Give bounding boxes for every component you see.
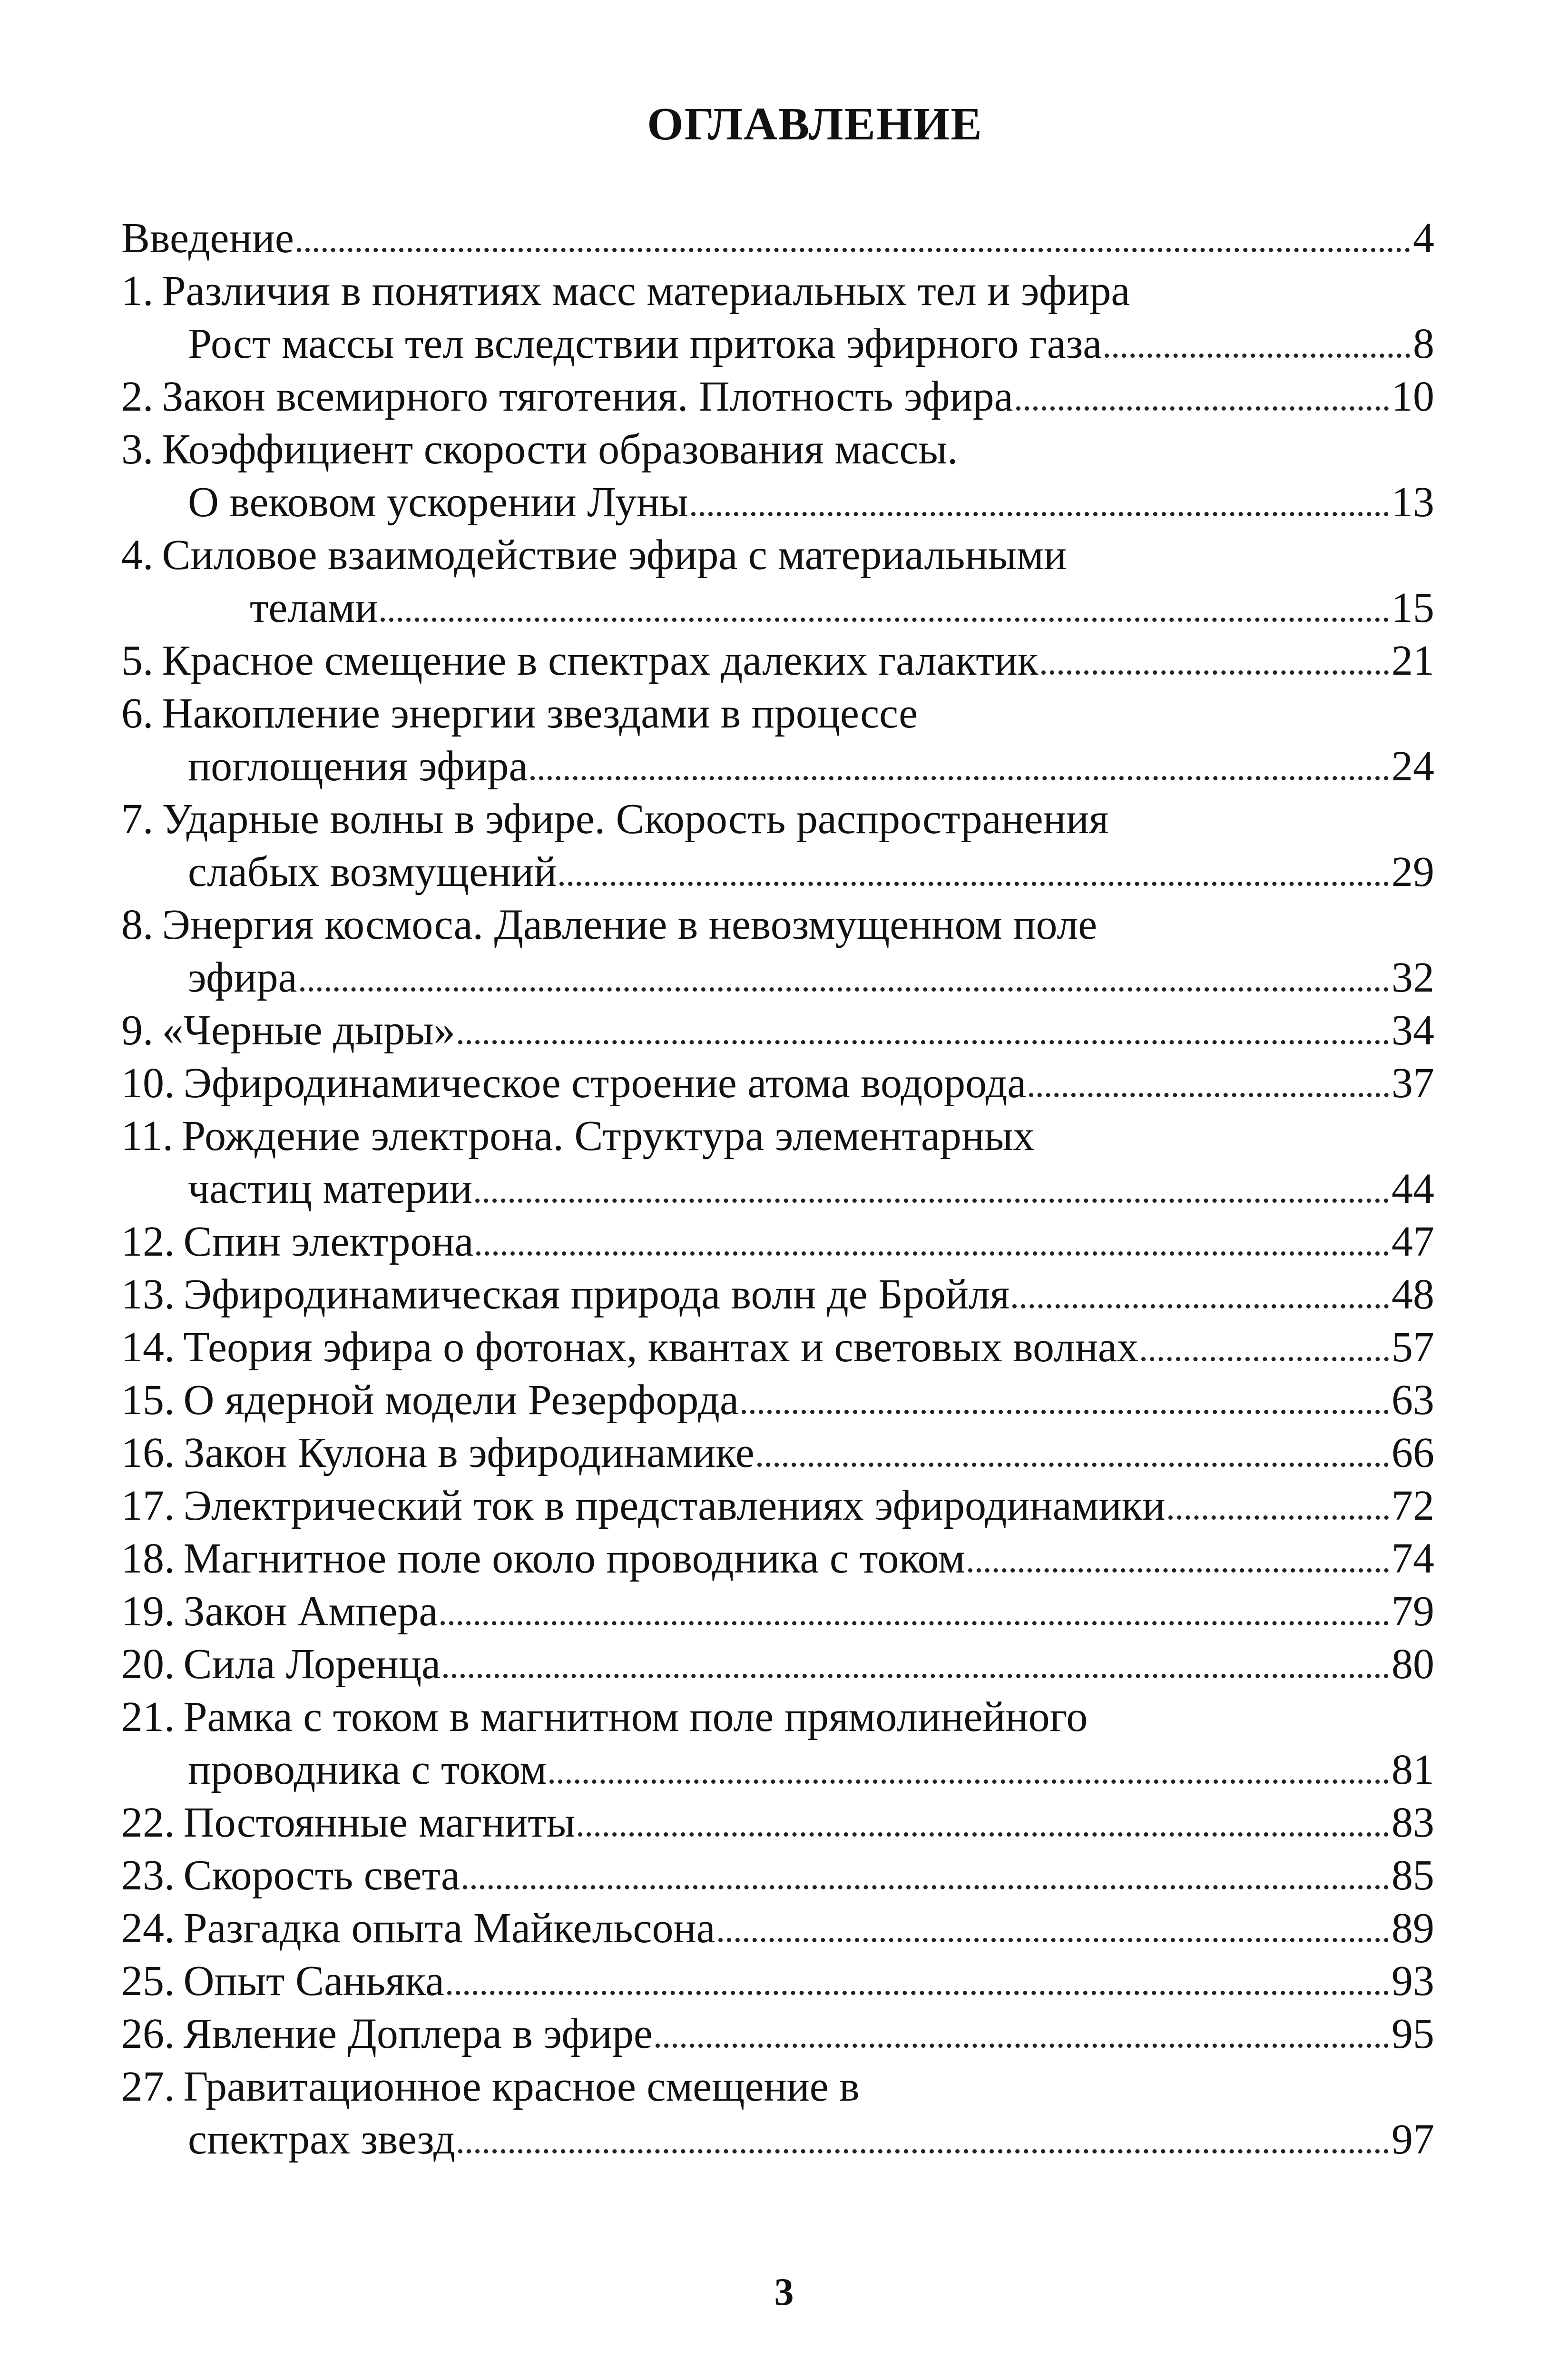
dot-leader	[691, 512, 1389, 516]
toc-entry-title: Скорость света	[183, 1852, 460, 1899]
dot-leader	[549, 1779, 1389, 1784]
toc-entry-continuation	[121, 476, 1434, 529]
toc-entry	[121, 1374, 1434, 1426]
toc-entry-continuation	[121, 951, 1434, 1004]
toc-entry	[121, 423, 1434, 476]
toc-entry-number: 24.	[121, 1905, 175, 1952]
toc-entry-title: Опыт Саньяка	[183, 1957, 444, 2005]
toc-entry-number: 19.	[121, 1588, 175, 1635]
dot-leader	[443, 1674, 1389, 1678]
toc-entry-number: 3.	[121, 426, 154, 473]
dot-leader	[463, 1885, 1389, 1889]
dot-leader	[656, 2044, 1389, 2048]
toc-entry	[121, 1532, 1434, 1585]
toc-entry	[121, 898, 1434, 951]
toc-entry-number: 13.	[121, 1271, 175, 1318]
toc-entry-number: 15.	[121, 1376, 175, 1424]
toc-entry-title: Электрический ток в представлениях эфиродинамики	[183, 1482, 1166, 1529]
toc-entry-page: 85	[1392, 1852, 1434, 1899]
toc-entry-page: 80	[1392, 1641, 1434, 1688]
toc-entry-page: 29	[1392, 848, 1434, 895]
toc-entry-page: 8	[1413, 320, 1434, 367]
dot-leader	[1029, 1093, 1389, 1097]
toc-entry-title: слабых возмущений	[188, 848, 557, 895]
dot-leader	[381, 618, 1389, 622]
toc-entry-title: Закон Ампера	[183, 1588, 438, 1635]
toc-entry-page: 47	[1392, 1218, 1434, 1265]
toc-entry-page: 13	[1392, 479, 1434, 526]
dot-leader	[476, 1251, 1389, 1256]
toc-entry-continuation	[121, 1162, 1434, 1215]
toc-entry	[121, 2060, 1434, 2113]
dot-leader	[1168, 1515, 1389, 1520]
dot-leader	[742, 1410, 1389, 1414]
toc-entry-number: 16.	[121, 1429, 175, 1476]
toc-entry-number: 8.	[121, 901, 154, 948]
toc-entry-title: Рождение электрона. Структура элементарных	[182, 1112, 1035, 1160]
toc-entry	[121, 1004, 1434, 1057]
toc-entry-title: Магнитное поле около проводника с током	[183, 1535, 965, 1582]
toc-entry-continuation	[121, 2113, 1434, 2166]
toc-entry-number: 11.	[121, 1112, 174, 1160]
toc-entry-page: 89	[1392, 1905, 1434, 1952]
toc-entry-title: Сила Лоренца	[183, 1641, 441, 1688]
toc-entry-title: Разгадка опыта Майкельсона	[183, 1905, 715, 1952]
dot-leader	[968, 1568, 1389, 1573]
toc-entry-title: Различия в понятиях масс материальных тел и эфира	[162, 267, 1130, 315]
toc-entry	[121, 1902, 1434, 1955]
dot-leader	[475, 1199, 1389, 1203]
toc-entry	[121, 1849, 1434, 1902]
toc-entry-number: 6.	[121, 690, 154, 737]
toc-entry-title: Красное смещение в спектрах далеких галактик	[162, 637, 1039, 684]
toc-entry	[121, 634, 1434, 687]
dot-leader	[1141, 1357, 1389, 1361]
toc-entry	[121, 687, 1434, 740]
toc-entry-page: 95	[1392, 2010, 1434, 2057]
toc-entry-number: 22.	[121, 1799, 175, 1846]
dot-leader	[441, 1621, 1389, 1625]
toc-entry-page: 66	[1392, 1429, 1434, 1476]
table-of-contents	[121, 212, 1434, 2166]
toc-entry-continuation	[121, 740, 1434, 793]
toc-entry-title: Коэффициент скорости образования массы.	[162, 426, 958, 473]
toc-entry-title: Введение	[121, 215, 294, 262]
toc-entry	[121, 2007, 1434, 2060]
toc-entry-title: Эфиродинамическое строение атома водорода	[183, 1060, 1027, 1107]
toc-entry-page: 10	[1392, 373, 1434, 420]
dot-leader	[757, 1463, 1389, 1467]
toc-entry	[121, 1638, 1434, 1691]
toc-entry-page: 81	[1392, 1746, 1434, 1793]
toc-entry-title: спектрах звезд	[188, 2116, 455, 2163]
toc-entry-title: Закон всемирного тяготения. Плотность эфира	[162, 373, 1013, 420]
toc-entry-number: 10.	[121, 1060, 175, 1107]
dot-leader	[578, 1832, 1389, 1837]
toc-entry-title: Энергия космоса. Давление в невозмущенном поле	[162, 901, 1098, 948]
toc-entry-number: 17.	[121, 1482, 175, 1529]
toc-entry	[121, 1057, 1434, 1110]
toc-entry-continuation	[121, 581, 1434, 634]
toc-entry-title: Явление Доплера в эфире	[183, 2010, 653, 2057]
toc-entry-page: 83	[1392, 1799, 1434, 1846]
toc-entry-page: 93	[1392, 1957, 1434, 2005]
toc-entry-title: Теория эфира о фотонах, квантах и световых волнах	[183, 1324, 1138, 1371]
toc-entry-title: Эфиродинамическая природа волн де Бройля	[183, 1271, 1010, 1318]
dot-leader	[718, 1938, 1389, 1942]
toc-entry-continuation	[121, 1743, 1434, 1796]
toc-entry-title: Гравитационное красное смещение в	[183, 2063, 860, 2110]
toc-entry	[121, 1955, 1434, 2007]
toc-entry-page: 48	[1392, 1271, 1434, 1318]
toc-entry-number: 25.	[121, 1957, 175, 2005]
toc-entry	[121, 793, 1434, 845]
dot-leader	[458, 2149, 1389, 2153]
toc-entry-page: 44	[1392, 1165, 1434, 1212]
toc-entry-title: Спин электрона	[183, 1218, 474, 1265]
toc-entry	[121, 1796, 1434, 1849]
toc-entry-page: 97	[1392, 2116, 1434, 2163]
toc-entry	[121, 370, 1434, 423]
toc-entry-number: 23.	[121, 1852, 175, 1899]
toc-entry-title: Силовое взаимодействие эфира с материальными	[162, 531, 1067, 579]
toc-entry-number: 12.	[121, 1218, 175, 1265]
toc-entry-page: 74	[1392, 1535, 1434, 1582]
toc-entry-title: Рост массы тел вследствии притока эфирного газа	[188, 320, 1102, 367]
toc-entry-number: 20.	[121, 1641, 175, 1688]
toc-entry	[121, 265, 1434, 317]
toc-entry-title: О вековом ускорении Луны	[188, 479, 688, 526]
toc-entry-title: Закон Кулона в эфиродинамике	[183, 1429, 755, 1476]
dot-leader	[300, 987, 1389, 992]
toc-entry	[121, 1426, 1434, 1479]
toc-entry-page: 72	[1392, 1482, 1434, 1529]
toc-entry-page: 4	[1413, 215, 1434, 262]
toc-entry	[121, 1215, 1434, 1268]
toc-entry-title: Накопление энергии звездами в процессе	[162, 690, 918, 737]
toc-entry-page: 24	[1392, 743, 1434, 790]
toc-entry	[121, 1585, 1434, 1638]
toc-entry-number: 4.	[121, 531, 154, 579]
toc-entry-number: 21.	[121, 1693, 175, 1740]
toc-entry	[121, 1110, 1434, 1162]
toc-entry-number: 7.	[121, 796, 154, 843]
dot-leader	[447, 1991, 1389, 1995]
dot-leader	[1041, 670, 1389, 675]
dot-leader	[559, 882, 1389, 886]
toc-entry-continuation	[121, 317, 1434, 370]
toc-entry-title: эфира	[188, 954, 297, 1001]
toc-entry-title: Постоянные магниты	[183, 1799, 576, 1846]
toc-entry-title: частиц материи	[188, 1165, 472, 1212]
toc-entry	[121, 1691, 1434, 1743]
toc-entry-page: 63	[1392, 1376, 1434, 1424]
toc-entry-page: 21	[1392, 637, 1434, 684]
toc-entry-page: 32	[1392, 954, 1434, 1001]
toc-entry-number: 26.	[121, 2010, 175, 2057]
toc-entry-number: 5.	[121, 637, 154, 684]
toc-entry-number: 2.	[121, 373, 154, 420]
toc-entry	[121, 529, 1434, 581]
toc-entry-page: 37	[1392, 1060, 1434, 1107]
toc-entry-title: Рамка с током в магнитном поле прямолинейного	[183, 1693, 1088, 1740]
toc-entry-title: Ударные волны в эфире. Скорость распространения	[162, 796, 1109, 843]
toc-entry-number: 27.	[121, 2063, 175, 2110]
dot-leader	[1105, 354, 1410, 358]
toc-entry-number: 9.	[121, 1007, 154, 1054]
toc-entry-number: 14.	[121, 1324, 175, 1371]
toc-entry	[121, 1268, 1434, 1321]
dot-leader	[297, 248, 1410, 252]
toc-entry	[121, 1321, 1434, 1374]
dot-leader	[530, 776, 1389, 780]
toc-entry-page: 34	[1392, 1007, 1434, 1054]
toc-entry-title: телами	[250, 584, 378, 631]
toc-entry	[121, 1479, 1434, 1532]
dot-leader	[1012, 1304, 1389, 1308]
toc-entry-title: «Черные дыры»	[162, 1007, 455, 1054]
page-title: ОГЛАВЛЕНИЕ	[647, 98, 983, 150]
toc-entry-title: проводника с током	[188, 1746, 547, 1793]
toc-entry-page: 57	[1392, 1324, 1434, 1371]
toc-entry-continuation	[121, 845, 1434, 898]
dot-leader	[458, 1040, 1389, 1044]
toc-entry-number: 18.	[121, 1535, 175, 1582]
page-number: 3	[774, 2270, 794, 2313]
toc-entry-title: О ядерной модели Резерфорда	[183, 1376, 739, 1424]
dot-leader	[1016, 406, 1389, 411]
toc-entry-number: 1.	[121, 267, 154, 315]
toc-entry-page: 15	[1392, 584, 1434, 631]
toc-entry	[121, 212, 1434, 265]
toc-entry-page: 79	[1392, 1588, 1434, 1635]
toc-entry-title: поглощения эфира	[188, 743, 528, 790]
